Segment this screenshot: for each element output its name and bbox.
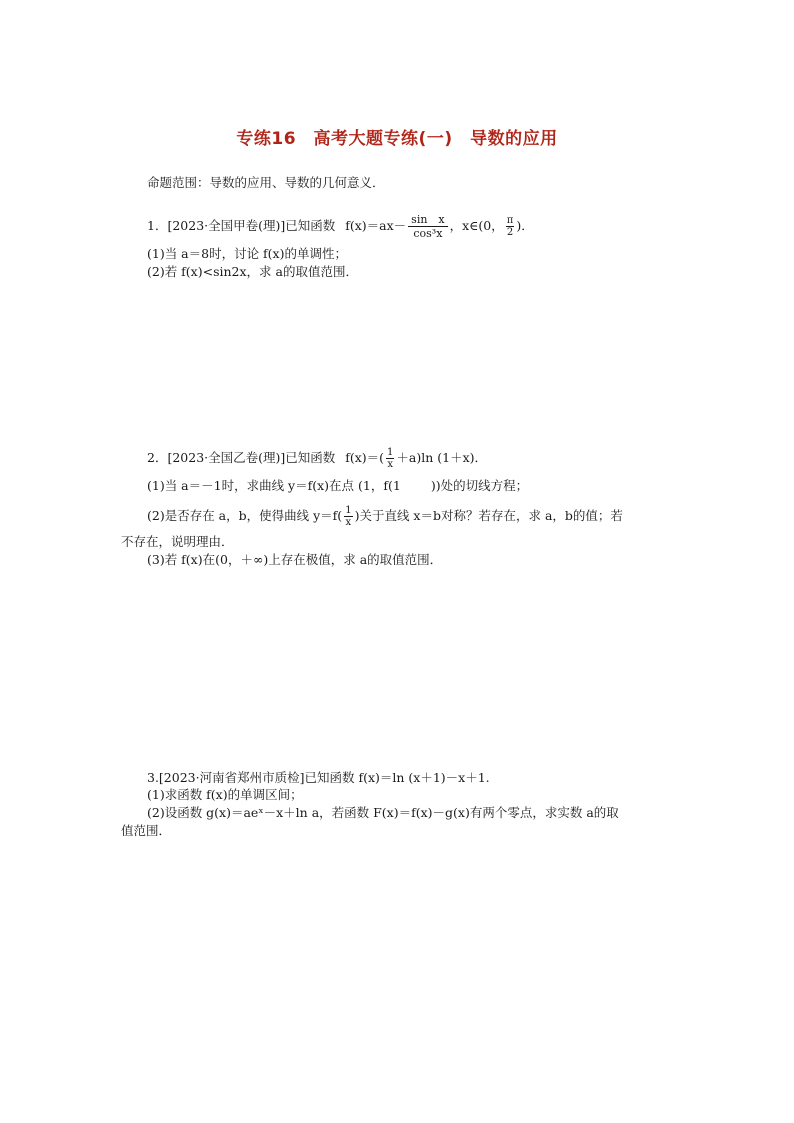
q2-part2-post: )关于直线 x＝b对称？若存在，求 a，b的值；若 [354, 508, 623, 523]
q3-part1: (1)求函数 f(x)的单调区间； [147, 787, 303, 802]
q3-part2-cont: 值范围． [121, 823, 172, 838]
q2-fraction-denominator: x [387, 459, 394, 470]
page-title: 专练16 高考大题专练(一) 导数的应用 [236, 129, 558, 149]
q2-part2-fraction [344, 505, 352, 528]
q1-part1: (1)当 a＝8时，讨论 f(x)的单调性； [147, 246, 347, 261]
q1-fraction-numerator: sin x [408, 213, 447, 227]
q2-function-pre: f(x)＝( [345, 450, 385, 465]
q1-fraction [408, 213, 447, 240]
q1-fraction-denominator: cos³x [413, 227, 443, 240]
q2-part2-cont: 不存在，说明理由． [121, 534, 234, 549]
q2-head: 2．[2023·全国乙卷(理)]已知函数 [147, 450, 336, 465]
q3-stem: 3.[2023·河南省郑州市质检]已知函数 f(x)＝ln (x＋1)－x＋1. [147, 770, 490, 785]
q1-domain-pre: ，x∈(0， [449, 218, 504, 233]
scope-text: 命题范围：导数的应用、导数的几何意义． [147, 175, 385, 190]
q1-domain-post: )． [516, 218, 534, 233]
q1-pi-numerator: π [506, 215, 514, 226]
q1-stem [147, 213, 534, 240]
q2-part1 [147, 478, 528, 494]
q2-fraction [386, 447, 394, 470]
q2-part1-pre: (1)当 a＝－1时，求曲线 y＝f(x)在点 (1，f(1 [147, 478, 401, 493]
q1-pi-fraction [506, 215, 515, 238]
q2-part2 [147, 505, 623, 528]
q2-part1-post: ))处的切线方程； [430, 478, 529, 493]
q1-head: 1．[2023·全国甲卷(理)]已知函数 [147, 218, 336, 233]
q2-part3: (3)若 f(x)在(0，＋∞)上存在极值，求 a的取值范围． [147, 552, 443, 567]
q1-pi-denominator: 2 [506, 227, 514, 238]
q2-part2-fraction-denominator: x [345, 517, 352, 528]
q2-function-post: ＋a)ln (1＋x)． [396, 450, 488, 465]
q2-part2-fraction-numerator: 1 [345, 505, 352, 516]
q2-fraction-numerator: 1 [387, 447, 394, 458]
q2-part2-pre: (2)是否存在 a，b，使得曲线 y＝f( [147, 508, 343, 523]
q1-part2: (2)若 f(x)<sin2x，求 a的取值范围． [147, 264, 358, 279]
q3-part2: (2)设函数 g(x)＝aeˣ－x＋ln a，若函数 F(x)＝f(x)－g(x)有两个零点，求实数 a的取 [147, 805, 619, 820]
q1-function-def: f(x)＝ax－ [345, 218, 407, 233]
q2-stem [147, 447, 487, 470]
